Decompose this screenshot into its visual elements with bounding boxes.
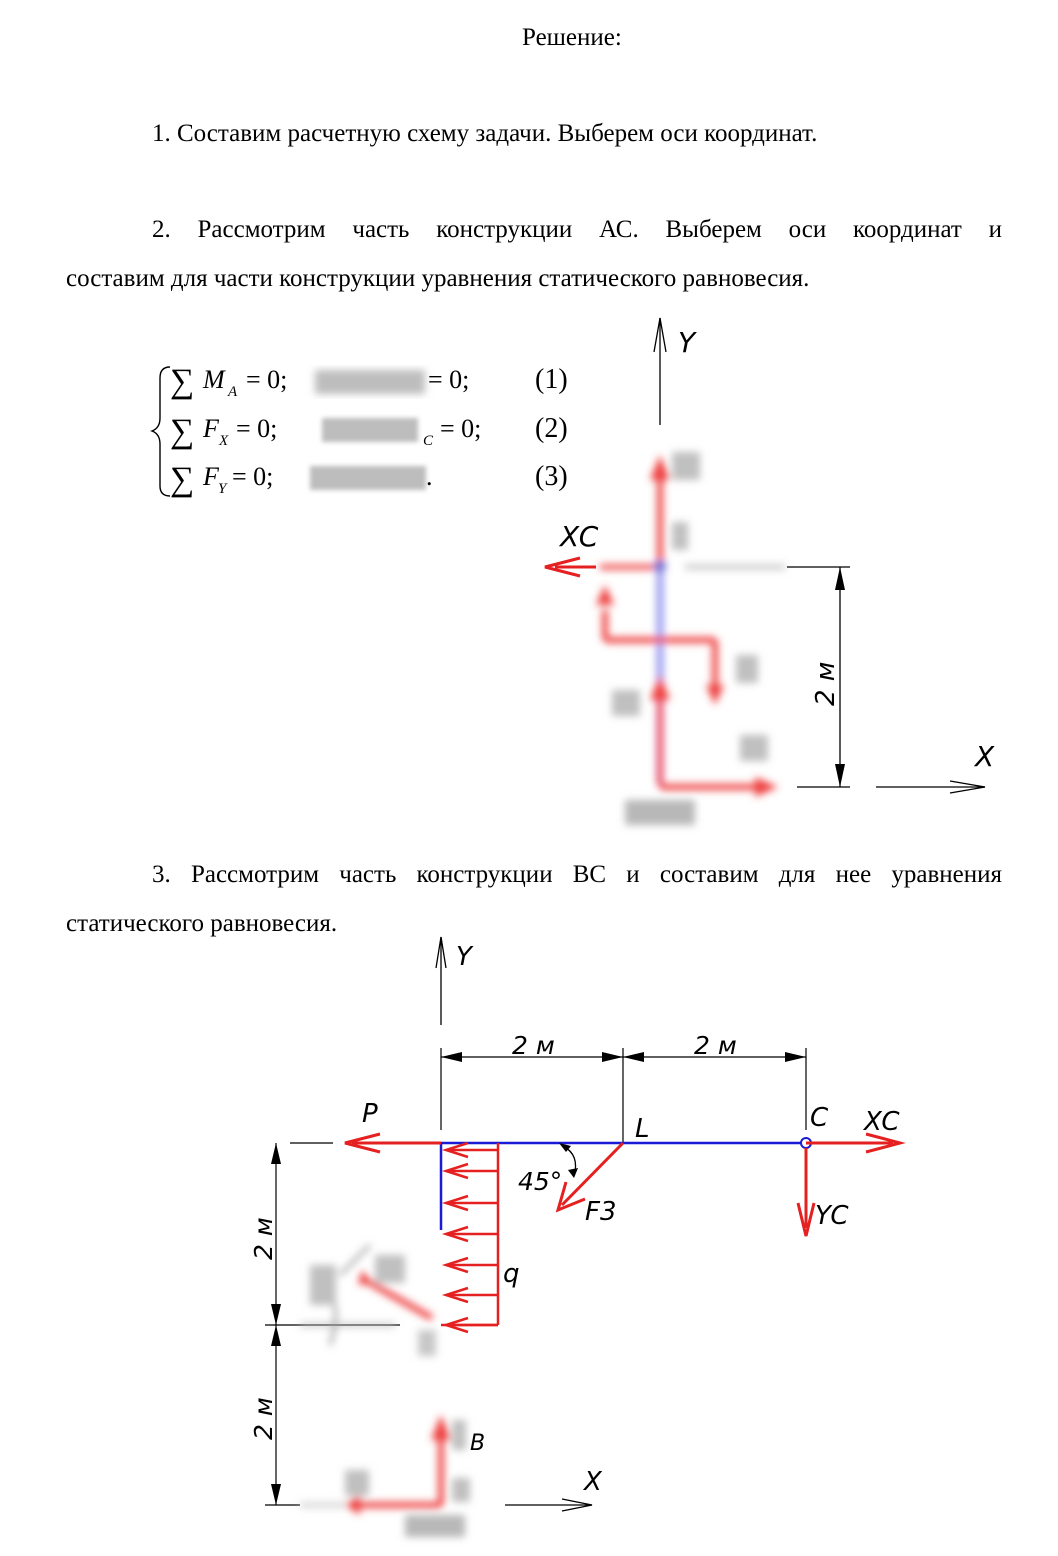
eq1-tail: = 0; <box>428 365 470 394</box>
eq2-sum: ∑ <box>170 413 195 450</box>
equation-system <box>152 363 568 498</box>
eq2-rhs: = 0; <box>236 414 278 443</box>
eq2-redacted <box>322 418 418 442</box>
d1-x-label: X <box>975 740 995 773</box>
d2-label-f3: F3 <box>585 1197 617 1227</box>
eq3-var: F <box>203 462 219 491</box>
d2-dim-top-2: 2 м <box>694 1031 737 1060</box>
eq2-number: (2) <box>535 413 568 444</box>
eq3-redacted <box>310 466 426 490</box>
eq3-number: (3) <box>535 461 568 492</box>
d2-dim-left-2: 2 м <box>249 1397 278 1440</box>
d1-y-label: Y <box>678 326 696 359</box>
step-2-line-2: составим для части конструкции уравнения статического равновесия. <box>66 265 810 292</box>
system-brace <box>152 367 170 496</box>
eq3-sub: Y <box>218 481 227 497</box>
eq3-rhs: = 0; <box>232 462 274 491</box>
step-3-line-2: статического равновесия. <box>66 910 338 937</box>
d2-distributed-load <box>441 1143 498 1332</box>
step-2-line-1: 2. Рассмотрим часть конструкции АС. Выберем оси координат и <box>152 216 1002 243</box>
eq2-tail: = 0; <box>440 414 482 443</box>
eq2-sub: X <box>219 433 229 449</box>
d2-label-q: q <box>503 1259 520 1289</box>
d2-x-label: X <box>584 1467 602 1497</box>
diagram-ac <box>545 318 995 825</box>
d2-angle-label: 45° <box>518 1167 563 1196</box>
d1-dimension-label: 2 м <box>811 661 841 706</box>
eq2-var: F <box>203 414 219 443</box>
eq1-number: (1) <box>535 364 568 395</box>
eq2-tail-sub: C <box>423 433 434 449</box>
eq1-var: M <box>203 365 225 394</box>
d2-label-yc: YC <box>815 1201 849 1231</box>
diagram-bc <box>249 937 900 1537</box>
d2-label-xc: XC <box>864 1107 900 1137</box>
solution-heading: Решение: <box>522 24 622 51</box>
d2-label-p: P <box>362 1099 378 1129</box>
d1-xc-label: XC <box>560 520 599 553</box>
d2-dim-left-1: 2 м <box>249 1217 278 1260</box>
d2-y-label: Y <box>456 942 472 972</box>
d2-label-yb-part: B <box>470 1431 486 1456</box>
eq1-rhs: = 0; <box>246 365 288 394</box>
step-3-line-1: 3. Рассмотрим часть конструкции ВС и составим для нее уравнения <box>152 861 1002 888</box>
eq1-sub: A <box>228 384 238 400</box>
d2-dim-top-1: 2 м <box>512 1031 555 1060</box>
d1-blurred-structure <box>596 452 785 825</box>
d2-label-l: L <box>635 1114 650 1144</box>
eq3-tail: . <box>426 462 433 491</box>
eq1-redacted <box>315 370 425 394</box>
eq3-sum: ∑ <box>170 461 195 498</box>
d2-label-c: C <box>810 1103 829 1133</box>
step-1-text: 1. Составим расчетную схему задачи. Выберем оси координат. <box>152 120 818 147</box>
eq1-sum: ∑ <box>170 363 195 400</box>
